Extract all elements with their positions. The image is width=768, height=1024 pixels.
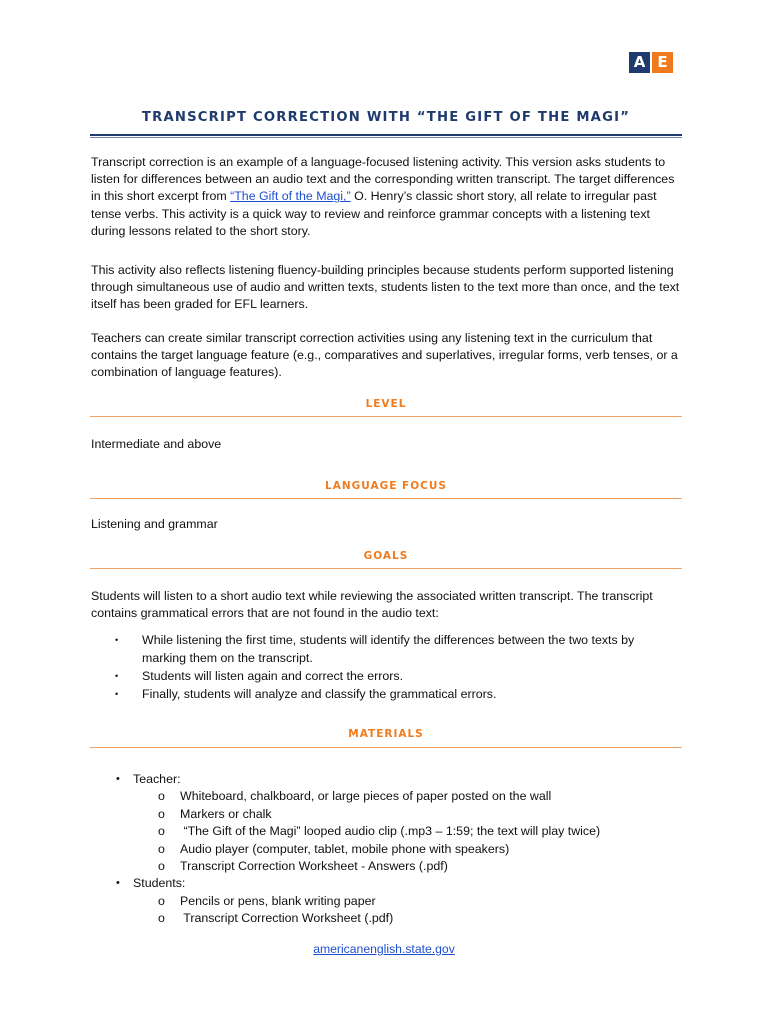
- teacher-item: “The Gift of the Magi” looped audio clip (.mp3 – 1:59; the text will play twice): [180, 824, 601, 839]
- bullet-icon: •: [115, 635, 119, 645]
- goal-text: Students will listen again and correct the errors.: [142, 669, 404, 683]
- list-item: [91, 788, 681, 805]
- list-item: [91, 893, 681, 910]
- goal-text: While listening the first time, students will identify the differences between the two texts by marking them on the transcript.: [142, 633, 635, 665]
- intro-paragraph-3: Teachers can create similar transcript correction activities using any listening text in the curriculum that contains the target language feature (e.g., comparatives and superlatives, irregular forms, verb tenses, or a combination of language features).: [91, 331, 678, 380]
- gift-of-magi-link[interactable]: “The Gift of the Magi,”: [230, 189, 351, 204]
- goals-heading: GOALS: [363, 550, 409, 562]
- language-focus-divider: [90, 498, 682, 499]
- list-item: [91, 771, 681, 788]
- goal-text: Finally, students will analyze and classify the grammatical errors.: [142, 687, 497, 701]
- title-divider: [90, 134, 682, 136]
- list-item: [91, 631, 681, 667]
- materials-list: [91, 771, 681, 928]
- title-divider-thin: [90, 137, 682, 138]
- bullet-icon: •: [116, 877, 120, 890]
- students-label: Students:: [133, 876, 186, 891]
- footer-website-link[interactable]: americanenglish.state.gov: [313, 942, 455, 956]
- goals-text: Students will listen to a short audio text while reviewing the associated written transcript. The transcript contains grammatical errors that are not found in the audio text:: [91, 589, 653, 621]
- level-heading: LEVEL: [365, 398, 407, 410]
- level-text: Intermediate and above: [91, 437, 222, 451]
- list-item: [91, 685, 681, 703]
- intro-text-after-link: O. Henry’s classic short story, all relate to irregular past tense verbs. This activity is a quick way to review and reinforce grammar concepts with a listening text during lessons related to the short story.: [91, 189, 657, 238]
- students-item: Transcript Correction Worksheet (.pdf): [180, 911, 394, 926]
- teacher-item: Transcript Correction Worksheet - Answers (.pdf): [180, 859, 448, 874]
- page-title: TRANSCRIPT CORRECTION WITH “THE GIFT OF THE MAGI”: [141, 110, 631, 125]
- intro-paragraph-2: This activity also reflects listening fluency-building principles because students perform supported listening through simultaneous use of audio and written texts, students listen to the text more than once, and the text itself has been graded for EFL learners.: [91, 263, 680, 312]
- ae-logo: [629, 52, 673, 73]
- list-item: [91, 910, 681, 927]
- list-item: [91, 823, 681, 840]
- goals-divider: [90, 568, 682, 569]
- teacher-item: Whiteboard, chalkboard, or large pieces of paper posted on the wall: [180, 789, 552, 804]
- materials-divider: [90, 747, 682, 748]
- teacher-item: Markers or chalk: [180, 806, 272, 821]
- list-item: [91, 841, 681, 858]
- bullet-icon: •: [115, 689, 119, 699]
- level-divider: [90, 416, 682, 417]
- language-focus-text: Listening and grammar: [91, 517, 218, 531]
- students-item: Pencils or pens, blank writing paper: [180, 893, 376, 908]
- language-focus-heading: LANGUAGE FOCUS: [325, 480, 447, 492]
- list-item: [91, 875, 681, 892]
- intro-paragraph-1: [91, 154, 681, 240]
- list-item: [91, 667, 681, 685]
- teacher-item: Audio player (computer, tablet, mobile phone with speakers): [180, 841, 510, 856]
- goals-list: [91, 631, 681, 703]
- list-item: [91, 858, 681, 875]
- teacher-label: Teacher:: [133, 772, 181, 786]
- sub-bullet-icon: o: [158, 824, 165, 839]
- materials-heading: MATERIALS: [348, 728, 424, 740]
- sub-bullet-icon: o: [158, 893, 165, 908]
- bullet-icon: •: [115, 671, 119, 681]
- intro-text-before-link: Transcript correction is an example of a language-focused listening activity. This version asks students to listen for differences between an audio text and the corresponding written transcript. The target differences in this short excerpt from: [91, 155, 675, 204]
- sub-bullet-icon: o: [158, 911, 165, 926]
- sub-bullet-icon: o: [158, 806, 165, 821]
- sub-bullet-icon: o: [158, 841, 165, 856]
- sub-bullet-icon: o: [158, 789, 165, 804]
- bullet-icon: •: [116, 773, 120, 785]
- logo-letter-a: A: [629, 52, 650, 73]
- logo-letter-e: E: [652, 52, 673, 73]
- sub-bullet-icon: o: [158, 859, 165, 874]
- list-item: [91, 806, 681, 823]
